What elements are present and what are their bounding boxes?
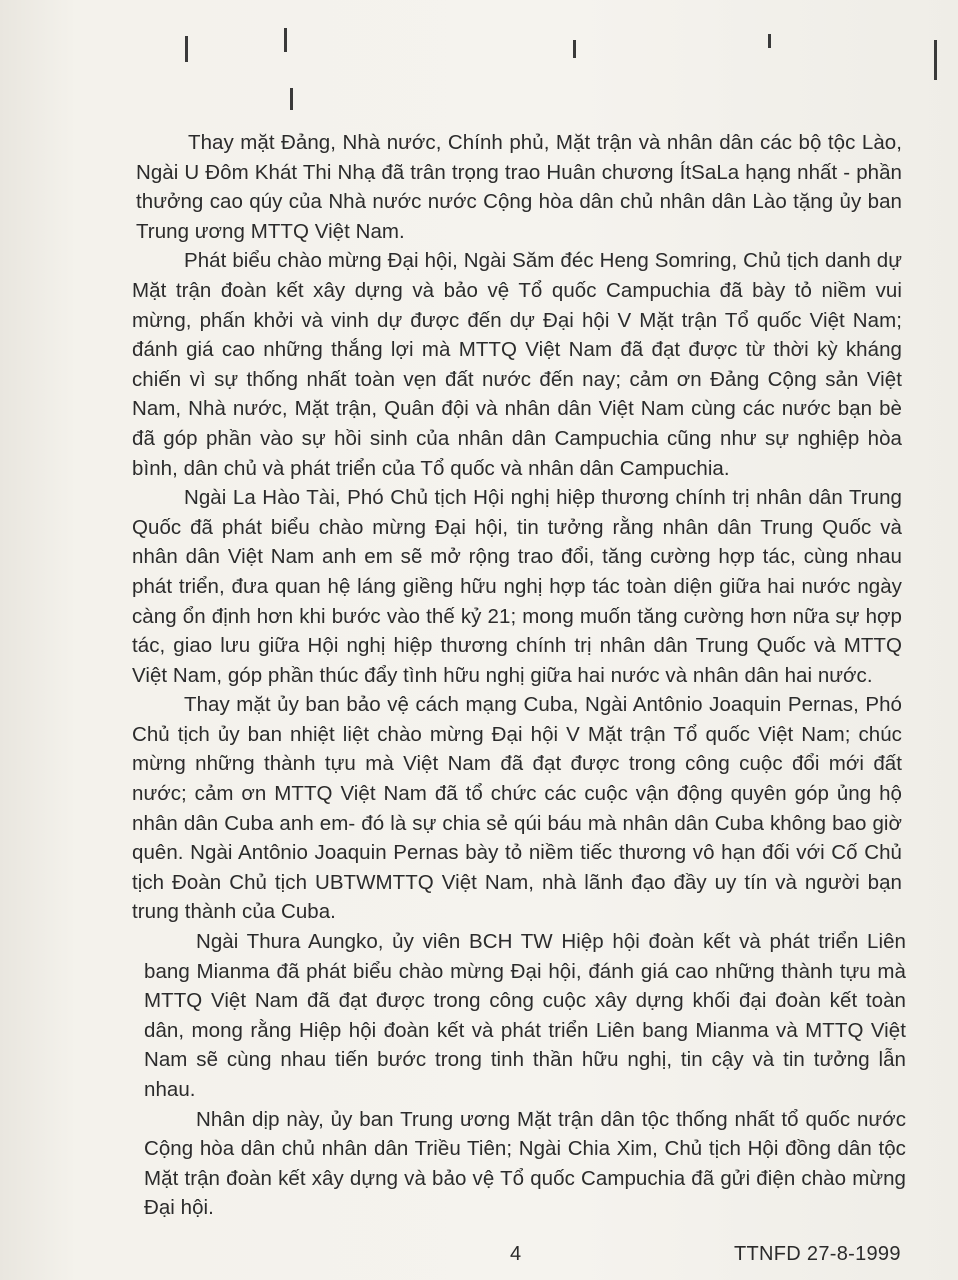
footer-document-code: TTNFD 27-8-1999 bbox=[734, 1243, 901, 1265]
scan-artifact bbox=[768, 34, 771, 48]
page-number: 4 bbox=[510, 1243, 522, 1265]
paragraph-cambodia-speech: Phát biểu chào mừng Đại hội, Ngài Săm đéc Heng Somring, Chủ tịch danh dự Mặt trận đoàn kết xây dựng và bảo vệ Tổ quốc Campuchia đã bày tỏ niềm vui mừng, phấn khởi và vinh dự được đến dự Đại hội V Mặt trận Tổ quốc Việt Nam; đánh giá cao những thắng lợi mà MTTQ Việt Nam đã đạt được từ thời kỳ kháng chiến vì sự thống nhất toàn vẹn đất nước đến nay; cảm ơn Đảng Cộng sản Việt Nam, Nhà nước, Mặt trận, Quân đội và nhân dân Việt Nam cùng các nước bạn bè đã góp phần vào sự hồi sinh của nhân dân Campuchia cũng như sự nghiệp hòa bình, dân chủ và phát triển của Tổ quốc và nhân dân Campuchia. bbox=[132, 249, 902, 480]
scan-artifact bbox=[284, 28, 287, 52]
scan-artifact bbox=[934, 40, 937, 80]
paragraph-lao-delegation: Thay mặt Đảng, Nhà nước, Chính phủ, Mặt trận và nhân dân các bộ tộc Lào, Ngài U Đôm Khát Thi Nhạ đã trân trọng trao Huân chương ÍtSaLa hạng nhất - phần thưởng cao qúy của Nhà nước nước Cộng hòa dân chủ nhân dân Lào tặng ủy ban Trung ương MTTQ Việt Nam. bbox=[136, 131, 902, 243]
scan-artifact bbox=[573, 40, 576, 58]
scan-artifact bbox=[290, 88, 293, 110]
document-body bbox=[132, 128, 906, 1223]
paragraph-congratulatory-telegrams: Nhân dịp này, ủy ban Trung ương Mặt trận dân tộc thống nhất tổ quốc nước Cộng hòa dân chủ nhân dân Triều Tiên; Ngài Chia Xim, Chủ tịch Hội đồng dân tộc Mặt trận đoàn kết xây dựng và bảo vệ Tổ quốc Campuchia đã gửi điện chào mừng Đại hội. bbox=[144, 1107, 906, 1220]
paragraph-china-speech: Ngài La Hào Tài, Phó Chủ tịch Hội nghị hiệp thương chính trị nhân dân Trung Quốc đã phát biểu chào mừng Đại hội, tin tưởng rằng nhân dân Trung Quốc và nhân dân Việt Nam anh em sẽ mở rộng trao đổi, tăng cường hợp tác, cùng nhau phát triển, đưa quan hệ láng giềng hữu nghị hợp tác toàn diện giữa hai nước ngày càng ổn định hơn khi bước vào thế kỷ 21; mong muốn tăng cường hơn nữa sự hợp tác, giao lưu giữa Hội nghị hiệp thương chính trị nhân dân Trung Quốc và MTTQ Việt Nam, góp phần thúc đẩy tình hữu nghị giữa hai nước và nhân dân hai nước. bbox=[132, 486, 902, 687]
scan-artifact bbox=[185, 36, 188, 62]
paragraph-myanmar-speech: Ngài Thura Aungko, ủy viên BCH TW Hiệp hội đoàn kết và phát triển Liên bang Mianma đã phát biểu chào mừng Đại hội, đánh giá cao những thành tựu mà MTTQ Việt Nam đã đạt được trong công cuộc xây dựng khối đại đoàn kết toàn dân, mong rằng Hiệp hội đoàn kết và phát triển Liên bang Mianma và MTTQ Việt Nam sẽ cùng nhau tiến bước trong tinh thần hữu nghị, tin cậy và tin tưởng lẫn nhau. bbox=[144, 930, 906, 1101]
paragraph-cuba-speech: Thay mặt ủy ban bảo vệ cách mạng Cuba, Ngài Antônio Joaquin Pernas, Phó Chủ tịch ủy ban nhiệt liệt chào mừng Đại hội V Mặt trận Tổ quốc Việt Nam; chúc mừng những thành tựu mà Việt Nam đã đạt được trong công cuộc đổi mới đất nước; cảm ơn MTTQ Việt Nam đã tổ chức các cuộc vận động quyên góp ủng hộ nhân dân Cuba anh em- đó là sự chia sẻ qúi báu mà nhân dân Cuba không bao giờ quên. Ngài Antônio Joaquin Pernas bày tỏ niềm tiếc thương vô hạn đối với Cố Chủ tịch Đoàn Chủ tịch UBTWMTTQ Việt Nam, nhà lãnh đạo đầy uy tín và người bạn trung thành của Cuba. bbox=[132, 693, 902, 924]
